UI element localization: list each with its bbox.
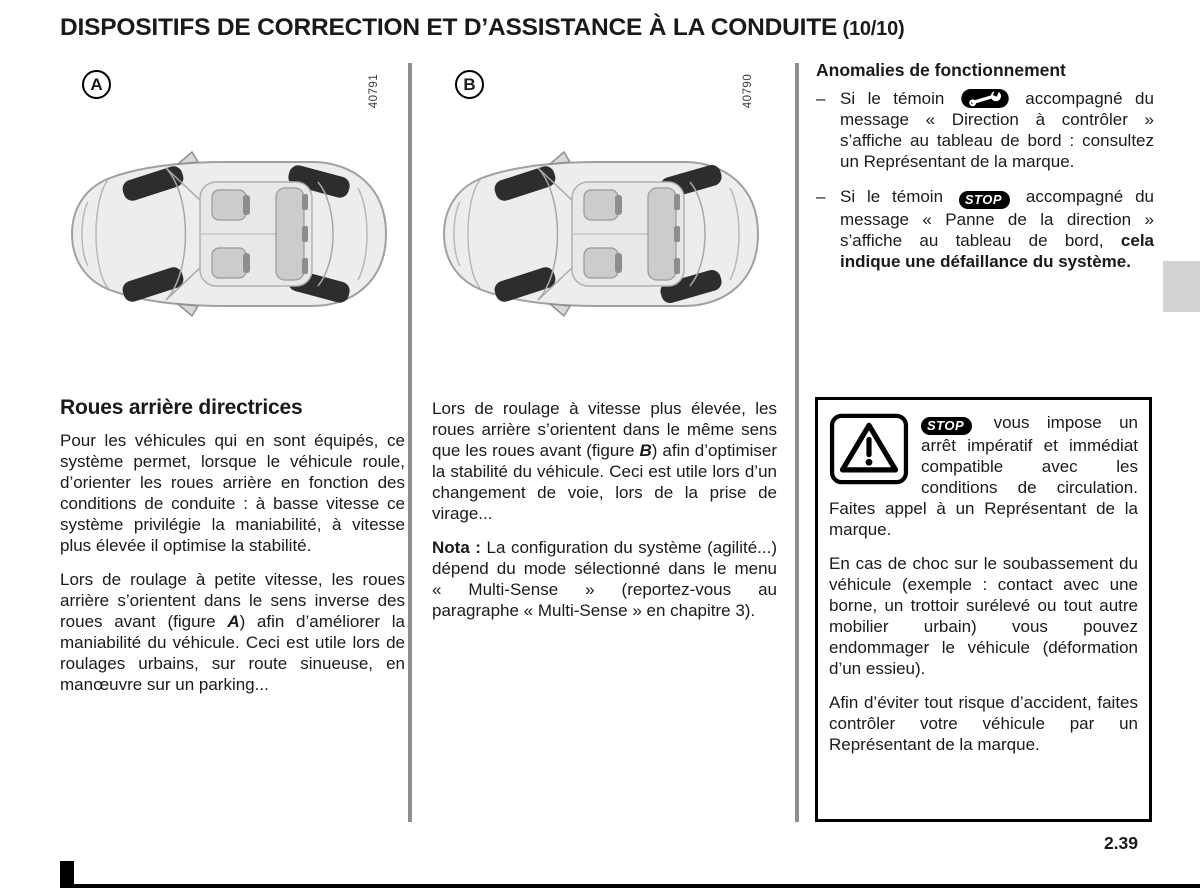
column-divider xyxy=(795,63,799,822)
figure-label-a: A xyxy=(82,70,111,99)
page-title xyxy=(60,14,904,42)
para2-text: Lors de roulage à petite vitesse, les roues arrière s’orientent dans le sens inverse des roues avant (figure xyxy=(60,570,405,631)
para1-text: Lors de roulage à vitesse plus élevée, les roues arrière s’orientent dans le même sens que les roues avant (figure xyxy=(432,399,777,460)
chapter-side-tab xyxy=(1163,261,1200,312)
car-top-view-figure-b xyxy=(434,148,768,320)
warning-para1-text: vous impose un arrêt impératif et immédiat compatible avec les conditions de circulation. Faites appel à un Représentant de la marque. xyxy=(829,413,1138,539)
rear-steering-para2 xyxy=(60,569,405,695)
anomaly-item-stop xyxy=(816,186,1154,272)
rear-steering-para1: Pour les véhicules qui en sont équipés, ce système permet, lorsque le véhicule roule, d’orienter les roues arrière en fonction des conditions de conduite : à basse vitesse ce système privilégie la maniabilité, à vitesse plus élevée il optimise la stabilité. xyxy=(60,431,405,555)
figure-a-image-number: 40791 xyxy=(368,73,380,109)
bullet2-bold-end: cela indique une défaillance du système. xyxy=(840,231,1154,271)
page-title-suffix: (10/10) xyxy=(837,18,905,40)
stop-warning-light-icon: STOP xyxy=(921,417,972,435)
nota-text: La configuration du système (agilité...) dépend du mode sélectionné dans le menu « Multi-Sense » (reportez-vous au paragraphe « Multi-Sense » en chapitre 3). xyxy=(432,538,777,620)
page-number: 2.39 xyxy=(1103,833,1138,853)
figure-b-reference: B xyxy=(639,441,652,460)
stop-warning-light-icon: STOP xyxy=(959,191,1010,209)
figure-label-b: B xyxy=(455,70,484,99)
figure-a-reference: A xyxy=(227,612,240,631)
section-heading-rear-steering: Roues arrière directrices xyxy=(60,396,303,419)
service-wrench-warning-light-icon xyxy=(961,89,1009,108)
car-top-view-figure-a xyxy=(62,148,396,320)
anomaly-item-direction xyxy=(816,88,1154,172)
middle-column xyxy=(432,398,777,634)
high-speed-para xyxy=(432,398,777,524)
nota-label: Nota : xyxy=(432,538,481,557)
nota-para xyxy=(432,537,777,621)
anomalies-heading: Anomalies de fonctionnement xyxy=(816,60,1066,80)
warning-triangle-icon xyxy=(829,413,909,485)
warning-para-underbody: En cas de choc sur le soubassement du véhicule (exemple : contact avec une borne, un trottoir surélevé ou tout autre mobilier urbain) vous pouvez endommager le véhicule (déformation d’un essieu). xyxy=(829,554,1138,678)
para1-text-end: ) afin d’optimiser la stabilité du véhicule. Ceci est utile lors d’un changement de voie, lors de la prise de virage... xyxy=(432,441,777,523)
warning-box xyxy=(815,397,1152,822)
bullet2-text-mid: accompagné du message « Panne de la direction » s’affiche au tableau de bord, xyxy=(840,187,1154,250)
page-title-text: DISPOSITIFS DE CORRECTION ET D’ASSISTANCE À LA CONDUITE xyxy=(60,14,838,41)
bullet2-text-start: Si le témoin xyxy=(840,187,944,206)
footer-rule xyxy=(60,884,1200,888)
figure-b-image-number: 40790 xyxy=(742,73,754,109)
bullet1-text-start: Si le témoin xyxy=(840,89,945,108)
bullet-dash: – xyxy=(816,89,826,108)
bullet-dash: – xyxy=(816,187,826,206)
anomalies-section xyxy=(816,60,1154,286)
left-column xyxy=(60,396,405,708)
warning-para-check: Afin d’éviter tout risque d’accident, faites contrôler votre véhicule par un Représentant de la marque. xyxy=(829,693,1138,754)
para2-text-end: ) afin d’améliorer la maniabilité du véhicule. Ceci est utile lors de roulages urbains, sur route sinueuse, en manœuvre sur un parking... xyxy=(60,612,405,694)
bullet1-text-end: accompagné du message « Direction à contrôler » s’affiche au tableau de bord : consultez un Représentant de la marque. xyxy=(840,89,1154,171)
column-divider xyxy=(408,63,412,822)
